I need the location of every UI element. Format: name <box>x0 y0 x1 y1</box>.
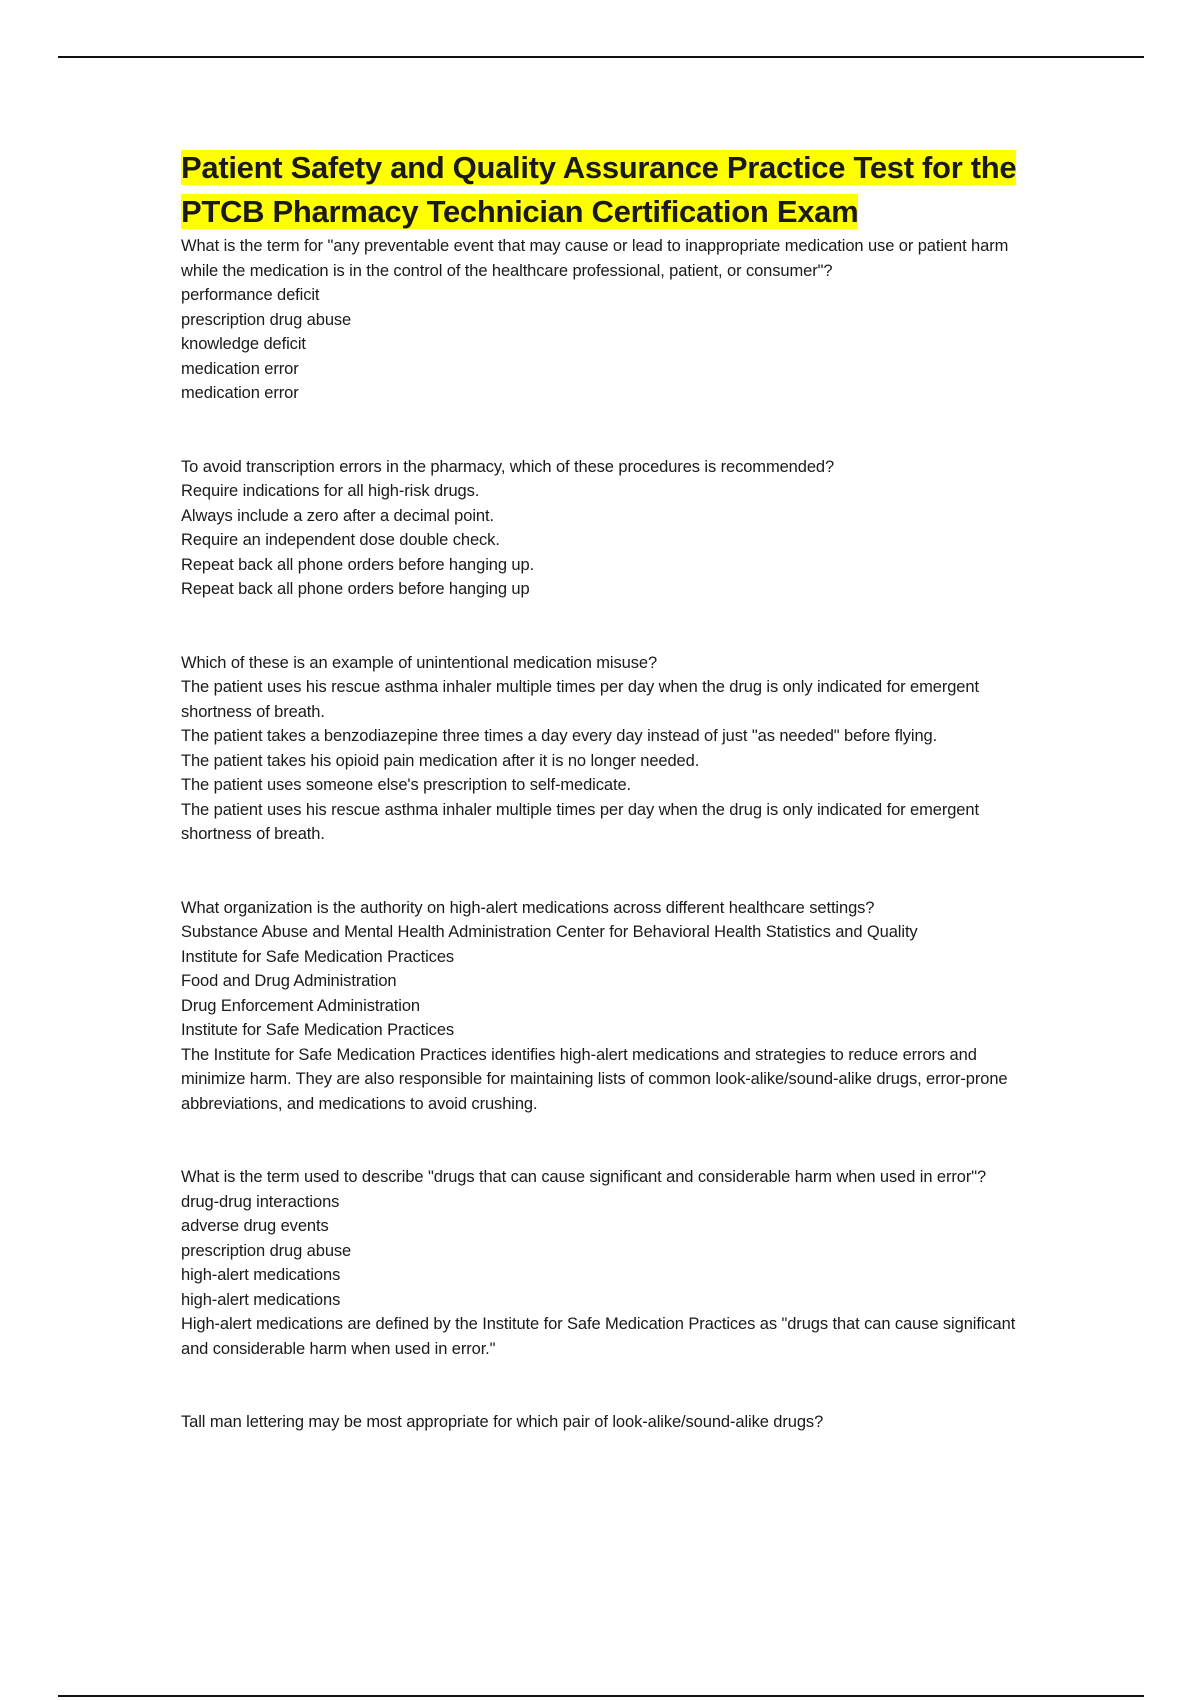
answer-option: The patient uses his rescue asthma inhaler multiple times per day when the drug is only indicated for emergent shortness of breath. <box>181 678 979 721</box>
question-text: Which of these is an example of unintentional medication misuse? <box>181 653 658 672</box>
answer-option: medication error <box>181 359 299 378</box>
top-rule <box>58 56 1144 58</box>
question-block <box>181 1410 1019 1435</box>
correct-answer: Institute for Safe Medication Practices <box>181 1021 455 1039</box>
answer-option: adverse drug events <box>181 1217 329 1235</box>
question-text: To avoid transcription errors in the pharmacy, which of these procedures is recommended? <box>181 457 835 476</box>
answer-option: performance deficit <box>181 286 320 304</box>
correct-answer: medication error <box>181 384 299 402</box>
correct-answer: The patient uses his rescue asthma inhaler multiple times per day when the drug is only indicated for emergent shortness of breath. <box>181 800 979 843</box>
question-block <box>181 1165 1019 1361</box>
title-highlight: Patient Safety and Quality Assurance Practice Test for the PTCB Pharmacy Technician Certification Exam <box>181 150 1017 229</box>
answer-option: prescription drug abuse <box>181 1241 352 1260</box>
answer-option: Drug Enforcement Administration <box>181 996 421 1015</box>
answer-explanation: High-alert medications are defined by the Institute for Safe Medication Practices as "drugs that can cause significant and considerable harm when used in error." <box>181 1315 1016 1358</box>
document-title <box>181 146 1019 234</box>
answer-option: drug-drug interactions <box>181 1192 340 1211</box>
question-block <box>181 896 1019 1117</box>
correct-answer: Repeat back all phone orders before hanging up <box>181 580 530 598</box>
answer-option: Food and Drug Administration <box>181 972 397 990</box>
question-text: What is the term used to describe "drugs that can cause significant and considerable harm when used in error"? <box>181 1168 987 1186</box>
answer-option: Institute for Safe Medication Practices <box>181 947 455 966</box>
answer-option: Require an independent dose double check. <box>181 531 500 549</box>
answer-option: The patient takes his opioid pain medication after it is no longer needed. <box>181 751 700 770</box>
question-text: What organization is the authority on high-alert medications across different healthcare settings? <box>181 898 875 917</box>
document-body <box>181 146 1019 1435</box>
answer-option: knowledge deficit <box>181 335 306 353</box>
question-text: Tall man lettering may be most appropriate for which pair of look-alike/sound-alike drugs? <box>181 1413 824 1431</box>
answer-option: high-alert medications <box>181 1266 341 1284</box>
bottom-rule <box>58 1695 1144 1697</box>
answer-option: Repeat back all phone orders before hanging up. <box>181 555 535 574</box>
question-block <box>181 455 1019 602</box>
question-text: What is the term for "any preventable event that may cause or lead to inappropriate medication use or patient harm while the medication is in the control of the healthcare professional, patient, or consumer"? <box>181 237 1009 280</box>
answer-option: Always include a zero after a decimal point. <box>181 506 494 525</box>
answer-option: Substance Abuse and Mental Health Administration Center for Behavioral Health Statistics and Quality <box>181 923 918 941</box>
answer-option: prescription drug abuse <box>181 310 352 329</box>
answer-option: The patient takes a benzodiazepine three times a day every day instead of just "as needed" before flying. <box>181 727 938 745</box>
answer-explanation: The Institute for Safe Medication Practices identifies high-alert medications and strategies to reduce errors and minimize harm. They are also responsible for maintaining lists of common look-alike/sound-alike drugs, error-prone abbreviations, and medications to avoid crushing. <box>181 1045 1008 1113</box>
answer-option: The patient uses someone else's prescription to self-medicate. <box>181 776 632 794</box>
question-block <box>181 234 1019 406</box>
question-block <box>181 651 1019 847</box>
correct-answer: high-alert medications <box>181 1290 341 1309</box>
answer-option: Require indications for all high-risk drugs. <box>181 482 480 500</box>
